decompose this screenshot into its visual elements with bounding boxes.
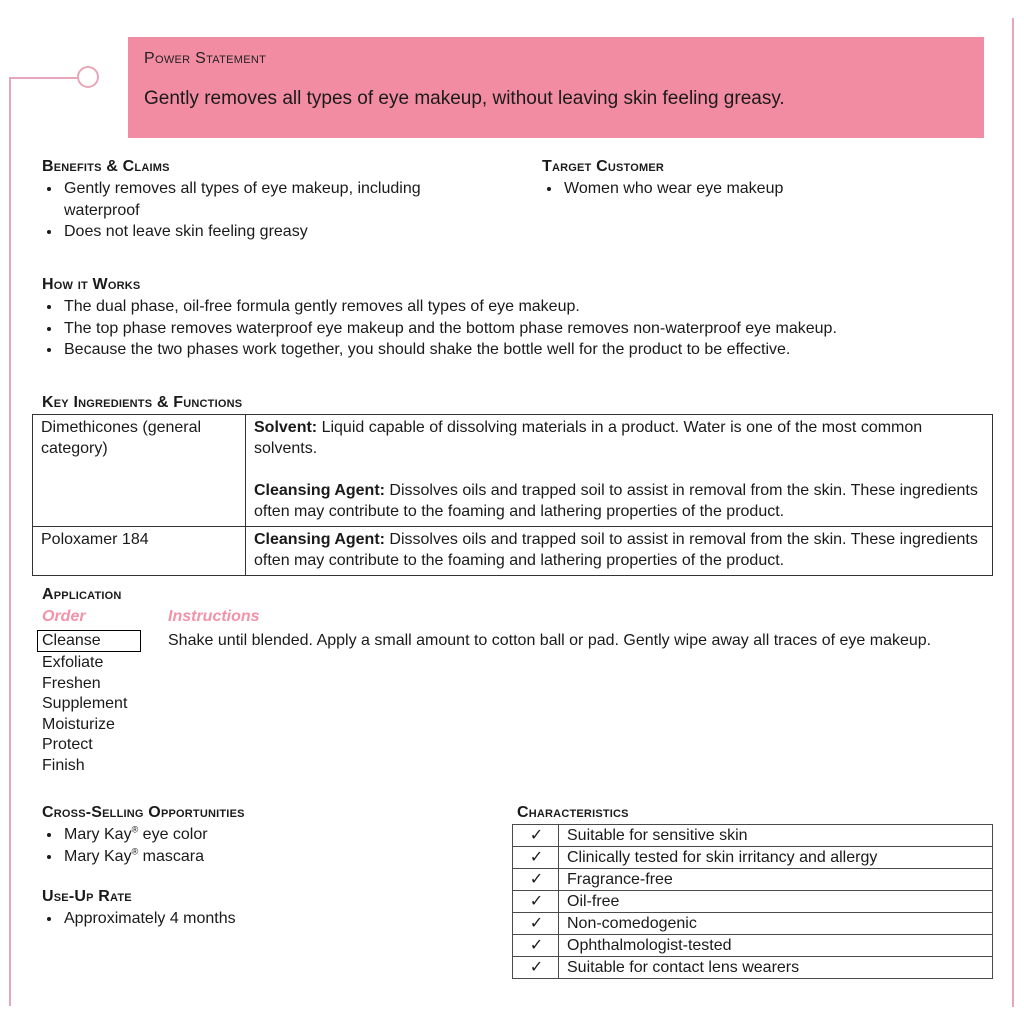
product-type: mascara <box>138 847 205 865</box>
instructions-label: Instructions <box>168 608 260 625</box>
order-label: Order <box>42 608 86 625</box>
checkmark-icon: ✓ <box>513 825 559 847</box>
connector-line-left-horizontal <box>9 77 79 79</box>
key-ingredients-heading: Key Ingredients & Functions <box>42 394 243 411</box>
use-up-rate-list <box>42 908 512 930</box>
application-instructions-column <box>168 606 968 777</box>
characteristic-text: Non-comedogenic <box>559 913 993 935</box>
characteristic-text: Clinically tested for skin irritancy and allergy <box>559 847 993 869</box>
section-application <box>42 586 987 777</box>
table-row <box>33 415 993 527</box>
section-cross-selling <box>42 804 512 867</box>
cross-selling-heading: Cross-Selling Opportunities <box>42 804 245 821</box>
function-paragraph <box>254 417 984 459</box>
checkmark-icon: ✓ <box>513 869 559 891</box>
list-item: • The dual phase, oil-free formula gently removes all types of eye makeup. <box>62 296 987 318</box>
characteristics-table <box>512 824 993 979</box>
registered-mark: ® <box>131 846 139 857</box>
section-key-ingredients <box>32 394 993 576</box>
function-paragraph <box>254 480 984 522</box>
characteristic-row <box>513 825 993 847</box>
application-columns <box>42 606 987 777</box>
brand-name: Mary Kay <box>64 826 132 843</box>
ingredient-name-cell: Poloxamer 184 <box>33 527 246 576</box>
list-item <box>62 846 512 868</box>
table-row <box>33 527 993 576</box>
characteristic-text: Ophthalmologist-tested <box>559 935 993 957</box>
order-step: Moisturize <box>42 715 115 733</box>
product-type: eye color <box>138 826 208 843</box>
function-label: Cleansing Agent: <box>254 482 385 499</box>
power-statement-label: Power Statement <box>144 50 267 67</box>
section-characteristics <box>512 804 993 979</box>
ingredient-function-cell <box>246 415 993 527</box>
characteristic-row <box>513 869 993 891</box>
connector-line-left-vertical <box>9 77 11 1006</box>
order-step-list <box>42 630 168 777</box>
instructions-text: Shake until blended. Apply a small amount to cotton ball or pad. Gently wipe away all traces of eye makeup. <box>168 632 932 649</box>
target-customer-list <box>542 178 982 200</box>
list-item: • Women who wear eye makeup <box>562 178 982 200</box>
key-ingredients-table <box>32 414 993 576</box>
ingredient-name-cell: Dimethicones (general category) <box>33 415 246 527</box>
power-statement-banner <box>128 37 984 138</box>
ingredient-function-cell <box>246 527 993 576</box>
power-statement-text: Gently removes all types of eye makeup, without leaving skin feeling greasy. <box>144 88 785 109</box>
target-customer-heading: Target Customer <box>542 158 665 175</box>
list-item: • Does not leave skin feeling greasy <box>62 221 497 243</box>
how-it-works-list <box>42 296 987 361</box>
characteristic-text: Fragrance-free <box>559 869 993 891</box>
registered-mark: ® <box>131 824 139 835</box>
checkmark-icon: ✓ <box>513 957 559 979</box>
characteristic-text: Oil-free <box>559 891 993 913</box>
order-step-current: Cleanse <box>37 630 141 652</box>
use-up-rate-heading: Use-Up Rate <box>42 888 132 905</box>
brand-name: Mary Kay <box>64 847 132 865</box>
cross-selling-list <box>42 824 512 867</box>
characteristic-text: Suitable for contact lens wearers <box>559 957 993 979</box>
function-label: Solvent: <box>254 419 318 436</box>
how-it-works-heading: How it Works <box>42 276 141 293</box>
list-item <box>62 824 512 846</box>
section-use-up-rate <box>42 888 512 930</box>
function-text: Dissolves oils and trapped soil to assist in removal from the skin. These ingredients often may contribute to the foaming and lathering properties of the product. <box>254 482 978 520</box>
checkmark-icon: ✓ <box>513 847 559 869</box>
accent-line-right <box>1012 18 1014 1007</box>
connector-circle <box>77 66 99 88</box>
list-item: • Approximately 4 months <box>62 908 512 930</box>
list-item: • The top phase removes waterproof eye makeup and the bottom phase removes non-waterproof eye makeup. <box>62 318 987 340</box>
characteristic-row <box>513 891 993 913</box>
order-step: Protect <box>42 736 93 754</box>
checkmark-icon: ✓ <box>513 891 559 913</box>
function-paragraph <box>254 529 984 571</box>
section-how-it-works <box>42 276 987 361</box>
characteristic-row <box>513 847 993 869</box>
section-target-customer <box>542 158 982 200</box>
list-item: • Gently removes all types of eye makeup, including waterproof <box>62 178 497 221</box>
characteristic-row <box>513 935 993 957</box>
function-label: Cleansing Agent: <box>254 531 385 548</box>
benefits-heading: Benefits & Claims <box>42 158 170 175</box>
function-text: Liquid capable of dissolving materials in a product. Water is one of the most common solvents. <box>254 419 923 457</box>
order-step: Supplement <box>42 695 128 713</box>
characteristic-row <box>513 957 993 979</box>
application-heading: Application <box>42 586 122 603</box>
order-step: Finish <box>42 756 85 774</box>
list-item: • Because the two phases work together, you should shake the bottle well for the product to be effective. <box>62 339 987 361</box>
section-benefits-claims <box>42 158 497 243</box>
function-text: Dissolves oils and trapped soil to assist in removal from the skin. These ingredients often may contribute to the foaming and lathering properties of the product. <box>254 531 978 569</box>
checkmark-icon: ✓ <box>513 913 559 935</box>
order-step: Freshen <box>42 674 101 692</box>
characteristics-heading: Characteristics <box>517 804 629 821</box>
characteristic-text: Suitable for sensitive skin <box>559 825 993 847</box>
characteristic-row <box>513 913 993 935</box>
benefits-list <box>42 178 497 243</box>
checkmark-icon: ✓ <box>513 935 559 957</box>
order-step: Exfoliate <box>42 654 104 671</box>
application-order-column <box>42 606 168 777</box>
